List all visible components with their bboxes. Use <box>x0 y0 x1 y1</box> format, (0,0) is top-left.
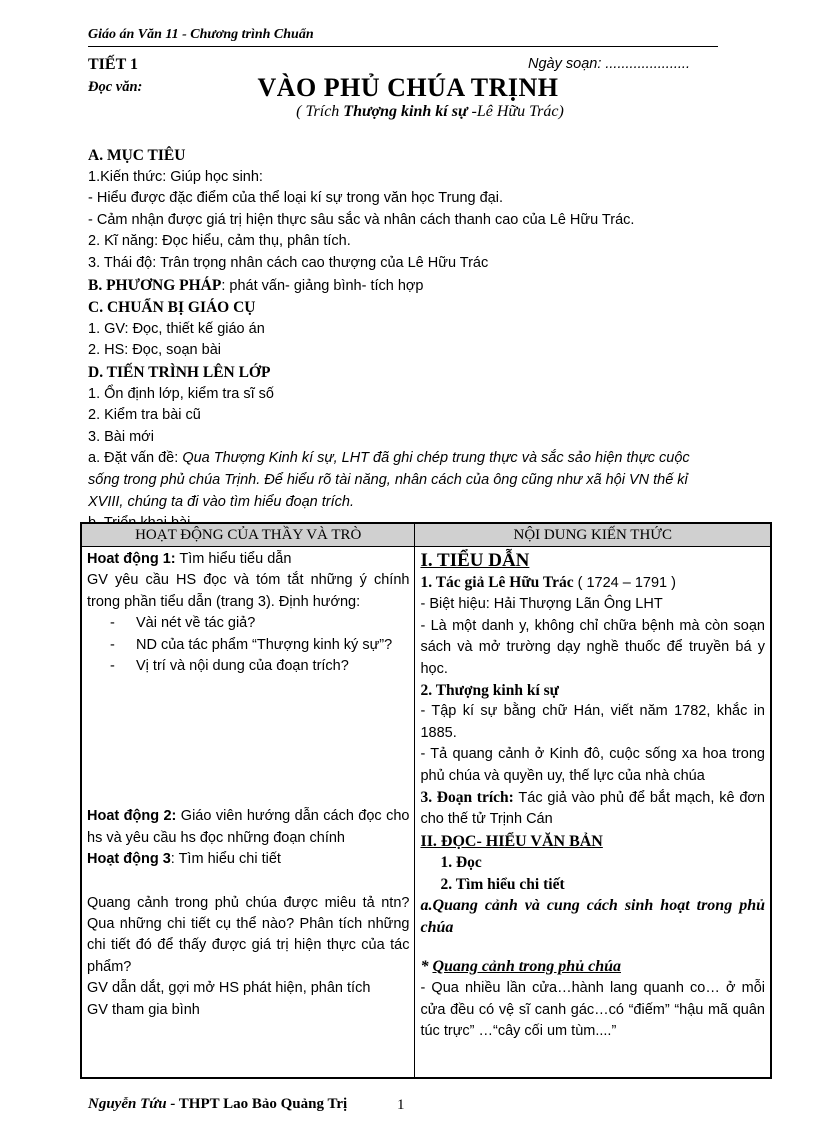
section-d-heading: D. TIẾN TRÌNH LÊN LỚP <box>88 363 271 381</box>
objective-skill: 2. Kĩ năng: Đọc hiểu, cảm thụ, phân tích. <box>88 233 351 250</box>
work-heading: 2. Thượng kinh kí sự <box>420 682 559 700</box>
activity-1 <box>87 549 409 570</box>
work-info-2: - Tả quang cảnh ở Kinh đô, cuộc sống xa hoa trong phủ chúa và quyền uy, thế lực của nhà chúa <box>420 746 765 784</box>
author-line <box>420 572 765 594</box>
activity-2-text: Giáo viên hướng dẫn cách đọc cho hs và yêu cầu hs đọc những đoạn chính <box>87 808 410 846</box>
section-1-heading: I. TIỂU DẪN <box>420 550 530 571</box>
objective-attitude: 3. Thái độ: Trân trọng nhân cách cao thượng của Lê Hữu Trác <box>88 254 489 271</box>
running-header: Giáo án Văn 11 - Chương trình Chuẩn <box>88 27 718 47</box>
activity-table <box>80 522 772 1079</box>
activities-cell <box>81 547 415 1079</box>
subsection-detail: 2. Tìm hiểu chi tiết <box>440 875 565 893</box>
question-scene: Quang cảnh trong phủ chúa được miêu tả ntn? Qua những chi tiết cụ thể nào? Phân tích những chi tiết đó để thấy được giá trị hiện thực của tác phẩm? <box>87 894 410 975</box>
subject-label: Đọc văn: <box>88 79 143 95</box>
activity-2 <box>87 806 409 849</box>
guide-question-2: - ND của tác phẩm “Thượng kinh ký sự”? <box>110 636 393 653</box>
scene-subheading <box>420 956 765 978</box>
author-label: 1. Tác giả Lê Hữu Trác <box>420 574 574 591</box>
scene-text: - Qua nhiều lần cửa…hành lang quanh co… ở mỗi cửa đều có vệ sĩ canh gác…có “điếm” “hậu mã quân túc trực” …“cây cối um tùm....” <box>420 980 765 1040</box>
spacer <box>87 871 409 893</box>
activity-1-label: Hoat động 1: <box>87 551 176 567</box>
section-a-heading: A. MỤC TIÊU <box>88 147 186 164</box>
col-header-content: NỘI DUNG KIẾN THỨC <box>415 523 771 547</box>
subsection-a-heading: a.Quang cảnh và cung cách sinh hoạt trong phủ chúa <box>420 897 765 936</box>
objective-knowledge-2: - Cảm nhận được giá trị hiện thực sâu sắc và nhân cách thanh cao của Lê Hữu Trác. <box>88 211 635 228</box>
footer-author <box>88 1096 347 1113</box>
objective-knowledge-1: - Hiểu được đặc điểm của thể loại kí sự trong văn học Trung đại. <box>88 190 503 207</box>
step-2: 2. Kiểm tra bài cũ <box>88 407 201 424</box>
intro-text: Qua Thượng Kinh kí sự, LHT đã ghi chép trung thực và sắc sảo hiện thực cuộc sống trong phủ chúa Trịnh. Để hiểu rõ tài năng, nhân cách của ông cũng như xã hội VN thế kỉ XVIII, chúng ta đi vào tìm hiểu đoạn trích. <box>88 450 690 510</box>
step-1: 1. Ổn định lớp, kiểm tra sĩ số <box>88 385 275 402</box>
guide-question-1: - Vài nét về tác giả? <box>110 615 256 632</box>
section-c-heading: C. CHUẨN BỊ GIÁO CỤ <box>88 299 256 317</box>
step-3: 3. Bài mới <box>88 428 154 445</box>
work-info-1: - Tập kí sự bằng chữ Hán, viết năm 1782, khắc in 1885. <box>420 703 765 741</box>
excerpt-text: Tác giả vào phủ để bắt mạch, kê đơn cho thế tử Trịnh Cán <box>420 790 765 828</box>
section-2-heading: II. ĐỌC- HIỂU VĂN BẢN <box>420 832 603 850</box>
spacer <box>87 677 409 806</box>
lesson-title: VÀO PHỦ CHÚA TRỊNH <box>257 73 559 102</box>
section-b-heading: B. PHƯƠNG PHÁP <box>88 276 222 294</box>
intro-label: a. Đặt vấn đề: <box>88 450 183 467</box>
section-b-text: : phát vấn- giảng bình- tích hợp <box>221 277 424 294</box>
school-name: THPT Lao Bảo Quảng Trị <box>175 1096 348 1112</box>
lesson-body <box>88 145 718 535</box>
content-cell <box>415 547 771 1079</box>
author-name: Nguyễn Tứu - <box>88 1096 176 1112</box>
prep-student: 2. HS: Đọc, soạn bài <box>88 342 221 359</box>
author-alias: - Biệt hiệu: Hải Thượng Lãn Ông LHT <box>420 596 663 613</box>
subtitle-post: -Lê Hữu Trác) <box>467 103 564 120</box>
teacher-guide-1: GV dẫn dắt, gợi mở HS phát hiện, phân tích <box>87 980 371 997</box>
page-number: 1 <box>397 1097 405 1113</box>
lesson-number: TIẾT 1 <box>88 56 138 73</box>
author-career: - Là một danh y, không chỉ chữa bệnh mà còn soạn sách và mở trường dạy nghề thuốc để truyền bá y học. <box>420 617 765 677</box>
activity-3-label: Hoạt động 3 <box>87 851 171 868</box>
objective-knowledge: 1.Kiến thức: Giúp học sinh: <box>88 168 263 185</box>
scene-label: Quang cảnh trong phủ chúa <box>432 957 621 975</box>
activity-3-text: : Tìm hiểu chi tiết <box>170 851 281 868</box>
excerpt-label: 3. Đoạn trích: <box>420 789 514 807</box>
author-years: ( 1724 – 1791 ) <box>573 575 676 591</box>
col-header-activities: HOẠT ĐỘNG CỦA THẦY VÀ TRÒ <box>81 523 415 547</box>
activity-2-label: Hoat động 2: <box>87 808 177 825</box>
guide-question-3: - Vị trí và nội dung của đoạn trích? <box>110 658 349 675</box>
activity-1-text: Tìm hiểu tiểu dẫn <box>175 551 292 567</box>
prep-teacher: 1. GV: Đọc, thiết kế giáo án <box>88 320 265 337</box>
subsection-read: 1. Đọc <box>440 854 482 872</box>
excerpt-line <box>420 787 765 831</box>
activity-3 <box>87 849 409 870</box>
scene-star: * <box>420 957 433 975</box>
preparation-date: Ngày soạn: ..................... <box>528 56 690 72</box>
activity-1-desc: GV yêu cầu HS đọc và tóm tắt những ý chính trong phần tiểu dẫn (trang 3). Định hướng: <box>87 572 410 610</box>
teacher-guide-2: GV tham gia bình <box>87 1001 200 1018</box>
subtitle-pre: ( Trích <box>296 103 344 120</box>
subtitle-work: Thượng kinh kí sự <box>343 103 468 120</box>
lesson-subtitle <box>0 103 816 121</box>
intro-paragraph <box>88 448 718 513</box>
spacer <box>420 938 765 956</box>
section-b <box>88 275 718 298</box>
